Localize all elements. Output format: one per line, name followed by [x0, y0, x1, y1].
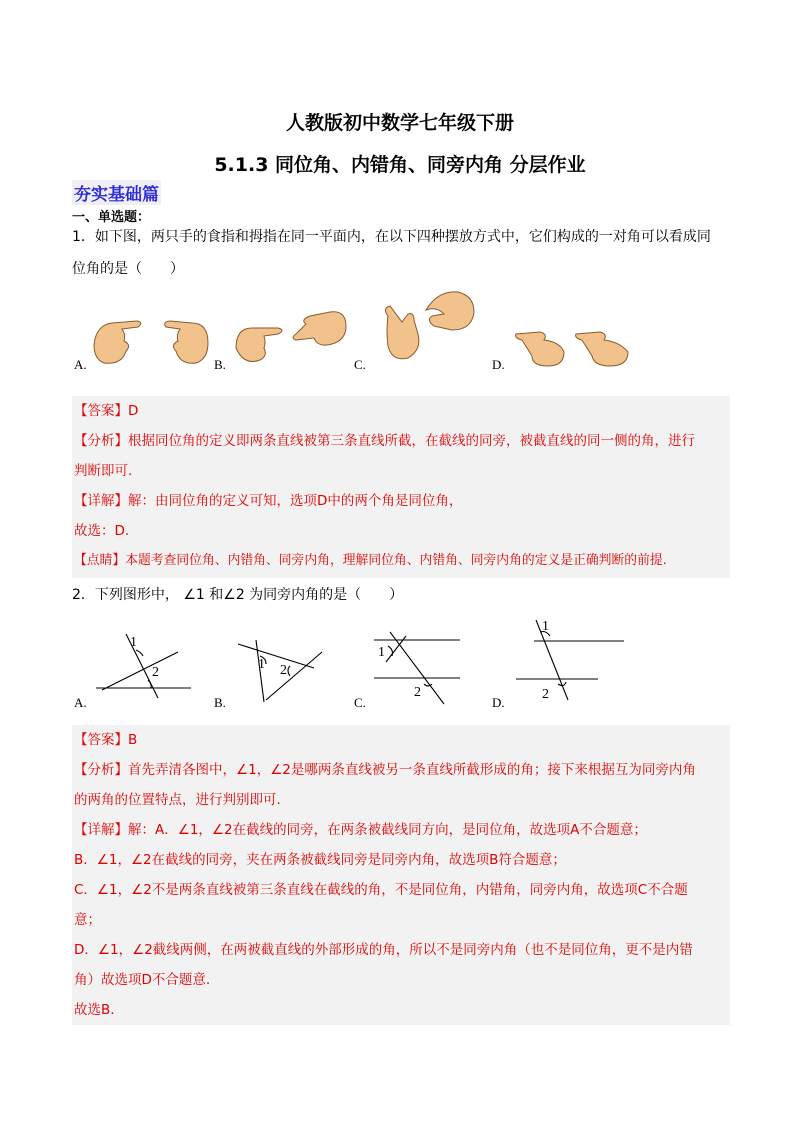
q2-answer-block: [72, 725, 730, 1025]
q2-option-b-figure: [236, 634, 328, 704]
q1-option-a-label: A.: [74, 357, 87, 372]
q1-option-d-label: D.: [492, 357, 505, 372]
q1-stem-line1: 1．如下图，两只手的食指和拇指在同一平面内，在以下四种摆放方式中，它们构成的一对角可以看成同: [72, 229, 711, 245]
q1-option-c-label: C.: [354, 357, 366, 372]
q2-option-d-figure: [514, 616, 628, 704]
q1-answer-block: [72, 396, 730, 578]
q2-detail-b: B．∠1，∠2在截线的同旁，夹在两条被截线同旁是同旁内角，故选项B符合题意；: [74, 852, 566, 868]
q2-b-angle2-label: 2: [280, 663, 287, 678]
q2-a-angle1-label: 1: [130, 635, 137, 650]
q2-stem: 2．下列图形中， ∠1 和∠2 为同旁内角的是（ ）: [72, 587, 404, 603]
q2-option-b-label: B.: [214, 695, 226, 710]
q1-option-c-hands-image: [378, 286, 478, 368]
q2-d-angle1-label: 1: [542, 619, 549, 634]
q1-stem: [72, 223, 732, 283]
q1-answer: 【答案】D: [74, 403, 139, 419]
section-heading: 夯实基础篇: [72, 180, 161, 205]
q2-option-c-label: C.: [354, 695, 366, 710]
q2-analysis-line1: 【分析】首先弄清各图中，∠1，∠2是哪两条直线被另一条直线所截形成的角；接下来根据互为同旁内角: [74, 762, 696, 778]
q2-analysis-line2: 的两角的位置特点，进行判别即可.: [74, 792, 281, 808]
q1-analysis-line2: 判断即可.: [74, 463, 133, 479]
q2-option-a-label: A.: [74, 695, 87, 710]
document-title: 人教版初中数学七年级下册: [285, 112, 514, 134]
q1-option-b-label: B.: [214, 357, 226, 372]
q2-answer: 【答案】B: [74, 732, 138, 748]
q2-option-a-figure: [96, 624, 196, 704]
q2-detail-c-line1: C．∠1，∠2不是两条直线被第三条直线在截线的角，不是同位角，内错角，同旁内角，故选项C不合题: [74, 882, 688, 898]
q2-b-angle1-label: 1: [258, 657, 265, 672]
q2-detail-c-line2: 意；: [74, 912, 101, 928]
q2-detail-d-line2: 角）故选项D不合题意.: [74, 972, 211, 988]
q2-detail-d-line1: D．∠1，∠2截线两侧，在两被截直线的外部形成的角，所以不是同旁内角（也不是同位角，更不是内错: [74, 942, 693, 958]
document-subtitle: 5.1.3 同位角、内错角、同旁内角 分层作业: [214, 154, 586, 176]
q2-detail-a: 【详解】解：A．∠1，∠2在截线的同旁，在两条被截线同方向，是同位角，故选项A不合题意；: [74, 822, 647, 838]
q1-comment: 【点睛】本题考查同位角、内错角、同旁内角，理解同位角、内错角、同旁内角的定义是正确判断的前提.: [74, 553, 667, 568]
q1-analysis-line1: 【分析】根据同位角的定义即两条直线被第三条直线所截，在截线的同旁，被截直线的同一侧的角，进行: [74, 433, 695, 449]
q1-stem-line2: 位角的是（ ）: [72, 261, 184, 277]
q2-c-angle1-label: 1: [378, 645, 385, 660]
q2-option-c-figure: [372, 628, 464, 706]
section-subheading: 一、单选题：: [72, 210, 151, 225]
q2-d-angle2-label: 2: [542, 687, 549, 702]
q1-detail: 【详解】解：由同位角的定义可知，选项D中的两个角是同位角，: [74, 493, 463, 509]
q2-conclusion: 故选B.: [74, 1002, 115, 1018]
q1-option-b-hands-image: [234, 308, 349, 368]
q2-option-d-label: D.: [492, 695, 505, 710]
q2-a-angle2-label: 2: [152, 665, 159, 680]
q2-c-angle2-label: 2: [414, 685, 421, 700]
q1-option-a-hands-image: [92, 305, 212, 370]
q1-conclusion: 故选：D.: [74, 523, 130, 539]
q1-option-d-hands-image: [512, 312, 634, 367]
